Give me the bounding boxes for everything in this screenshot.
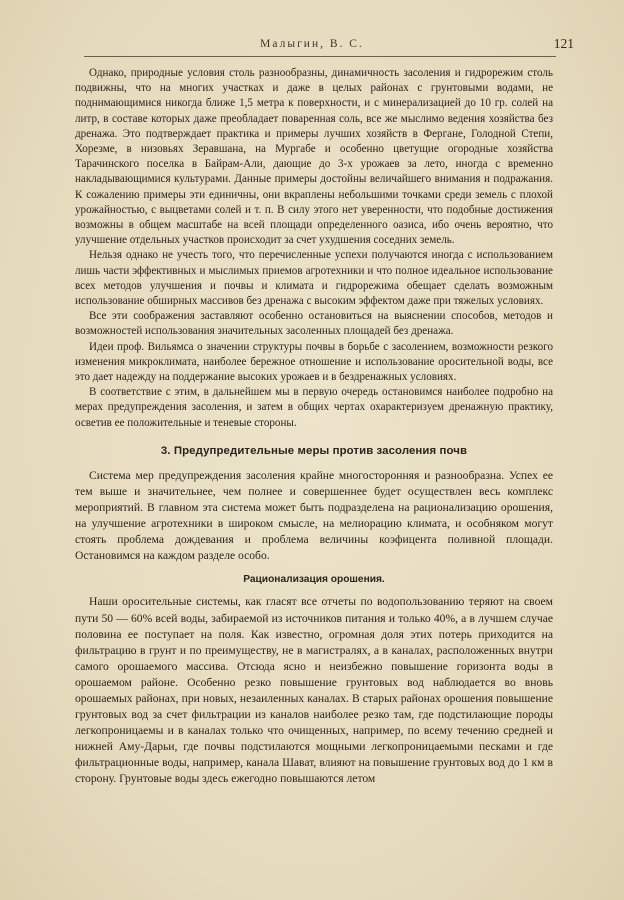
paragraph: Наши оросительные системы, как гласят все отчеты по водопользованию теряют на своем пути 50 — 60% всей воды, забираемой из источников питания и только 40%, а в лучшем случае половина ее поступает на поля. Как известно, огромная доля этих потерь приходится на фильтрацию в грунт и по преимуществу, не в магистралях, а в каналах, расположенных внутри самого орошаемого массива. Отсюда ясно и неизбежно повышение горизонта воды в орошаемом районе. Особенно резко повышение грунтовых вод наблюдается во вновь орошаемых районах, при новых, незаиленных каналах. В старых районах орошения повышение грунтовых вод за счет фильтрации из каналов наиболее резко там, где подстилающие породы легкопроницаемы и в каналах только что очищенных, например, по всему течению средней и нижней Аму-Дарьи, где почвы подстилаются мощными легкопроницаемыми песками и где фильтрационные воды, например, канала Шават, влияют на повышение грунтовых вод до 1 км в сторону. Грунтовые воды здесь ежегодно повышаются летом bbox=[75, 595, 553, 786]
text-block bbox=[75, 66, 553, 788]
running-head bbox=[0, 38, 624, 56]
subsection-heading: Рационализация орошения. bbox=[243, 574, 385, 586]
paragraph: Идеи проф. Вильямса о значении структуры почвы в борьбе с засолением, возможности резкого изменения микроклимата, наиболее бережное отношение и использование оросительной воды, все это дает надежду на поддержание высоких урожаев и в бездренажных условиях. bbox=[75, 340, 553, 384]
page-number: 121 bbox=[553, 36, 574, 51]
header-rule bbox=[84, 56, 556, 57]
paragraph: Все эти соображения заставляют особенно остановиться на выяснении способов, методов и возможностей использования значительных засоленных площадей без дренажа. bbox=[75, 310, 553, 338]
paragraph: Нельзя однако не учесть того, что перечисленные успехи получаются иногда с использованием лишь части эффективных и мыслимых приемов агротехники и что полное идеальное использование всех методов улучшения и почвы и климата и гидрорежима обещает сделать возможным использование обширных массивов без дренажа с высоким эффектом даже при тяжелых условиях. bbox=[75, 249, 553, 308]
paragraph: Однако, природные условия столь разнообразны, динамичность засоления и гидрорежим столь подвижны, что на многих участках и даже в целых районах с грунтовыми водами, не поднимающимися никогда ближе 1,5 метра к поверхности, и с минерализацией до 10 гр. солей на литр, в составе которых даже преобладает поваренная соль, все же мыслимо ведения хозяйства без дренажа. Это подтверждает практика и примеры лучших хозяйств в Фергане, Голодной Степи, Хорезме, в низовьях Зеравшана, на Мургабе и особенно цветущие огородные хозяйства Тарачинского поселка в Байрам-Али, дающие до 3-х урожаев за лето, иногда с временно накладывающимися культурами. Данные примеры достойны величайшего внимания и подражания. К сожалению примеры эти единичны, они вкраплены небольшими точками среди земель с плохой урожайностью, с выцветами солей и т. п. В силу этого нет уверенности, что подобные достижения возможны в общем масштабе на всей площади определенного оазиса, ибо очень вероятно, что улучшение отдельных участков происходит за счет ухудшения соседних земель. bbox=[75, 67, 553, 247]
paragraph: Система мер предупреждения засоления крайне многосторонняя и разнообразна. Успех ее тем выше и значительнее, чем полнее и совершеннее будет осуществлен весь комплекс мероприятий. В главном эта система может быть подразделена на рационализацию орошения, на улучшение агротехники в широком смысле, на мелиорацию климата, и особняком могут стоять проблема дождевания и проблема величины коэфицента поливной площади. Остановимся на каждом разделе особо. bbox=[75, 468, 553, 563]
paragraph: В соответствие с этим, в дальнейшем мы в первую очередь остановимся наиболее подробно на мерах предупреждения засоления, и затем в общих чертах охарактеризуем дренажную практику, осветив ее положительные и теневые стороны. bbox=[75, 386, 553, 429]
running-head-author: Малыгин, В. С. bbox=[260, 38, 364, 50]
section-heading: 3. Предупредительные меры против засоления почв bbox=[160, 444, 468, 457]
